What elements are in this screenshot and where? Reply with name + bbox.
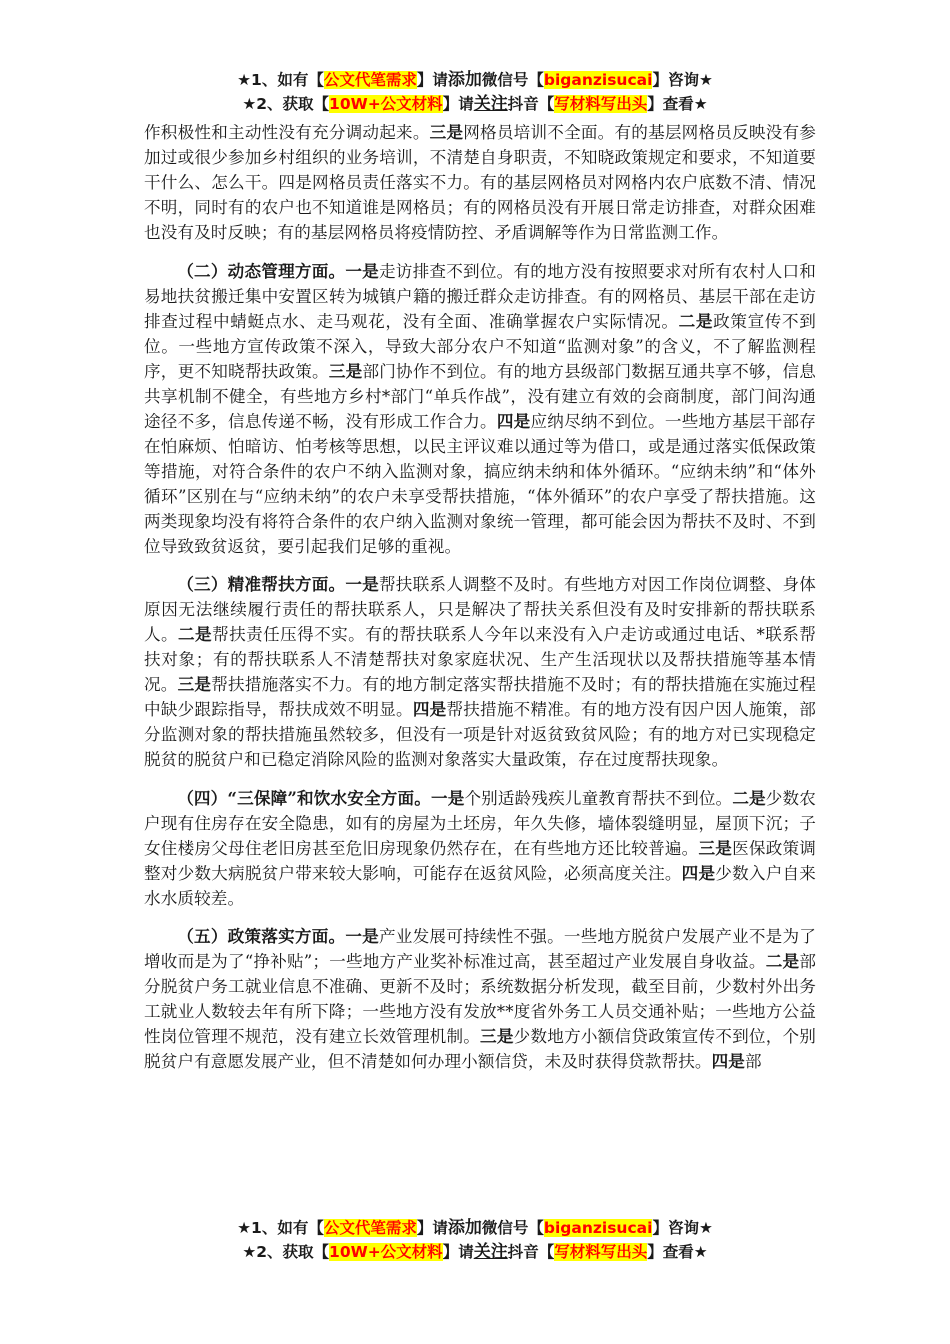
promo-line-1: ★1、如有【公文代笔需求】请添加微信号【biganzisucai】咨询★ [237, 1218, 713, 1238]
douyin-account: 写材料写出头 [554, 1243, 648, 1261]
paragraph-policy-implementation: （五）政策落实方面。一是产业发展可持续性不强。一些地方脱贫户发展产业不是为了增收而是为了“挣补贴”；一些地方产业奖补标准过高，甚至超过产业发展自身收益。二是部分脱贫户务工就业信息不准确、更新不及时；系统数据分析发现，截至目前，少数村外出务工就业人数较去年有所下降；一些地方没有发放**度省外务工人员交通补贴；一些地方公益性岗位管理不规范，没有建立长效管理机制。三是少数地方小额信贷政策宣传不到位，个别脱贫户有意愿发展产业，但不清楚如何办理小额信贷，未及时获得贷款帮扶。四是部 [144, 926, 816, 1071]
promo-line-1: ★1、如有【公文代笔需求】请添加微信号【biganzisucai】咨询★ [237, 70, 713, 90]
wechat-id: biganzisucai [543, 71, 653, 89]
highlight-text: 公文代笔需求 [323, 1219, 417, 1237]
document-body [144, 120, 816, 1212]
section-heading: （三）精准帮扶方面。 [177, 574, 346, 594]
section-heading: （二）动态管理方面。 [177, 260, 346, 281]
section-heading: （五）政策落实方面。 [177, 926, 346, 946]
douyin-account: 写材料写出头 [554, 95, 648, 113]
paragraph-dynamic-management: （二）动态管理方面。一是走访排查不到位。有的地方没有按照要求对所有农村人口和易地扶贫搬迁集中安置区转为城镇户籍的搬迁群众走访排查。有的网格员、基层干部在走访排查过程中蜻蜓点水、走马观花，没有全面、准确掌握农户实际情况。二是政策宣传不到位。一些地方宣传政策不深入，导致大部分农户不知道“监测对象”的含义，不了解监测程序，更不知晓帮扶政策。三是部门协作不到位。有的地方县级部门数据互通共享不够，信息共享机制不健全，有些地方乡村*部门“单兵作战”，没有建立有效的会商制度，部门间沟通途径不多，信息传递不畅，没有形成工作合力。四是应纳尽纳不到位。一些地方基层干部存在怕麻烦、怕暗访、怕考核等思想，以民主评议难以通过等为借口，或是通过落实低保政策等措施，对符合条件的农户不纳入监测对象，搞应纳未纳和体外循环。“应纳未纳”和“体外循环”区别在与“应纳未纳”的农户未享受帮扶措施，“体外循环”的农户享受了帮扶措施。这两类现象均没有将符合条件的农户纳入监测对象统一管理，都可能会因为帮扶不及时、不到位导致致贫返贫，要引起我们足够的重视。 [144, 260, 816, 556]
promo-banner-bottom [0, 1216, 950, 1264]
paragraph-three-guarantees: （四）“三保障”和饮水安全方面。一是个别适龄残疾儿童教育帮扶不到位。二是少数农户现有住房存在安全隐患，如有的房屋为土坯房，年久失修，墙体裂缝明显，屋顶下沉；子女住楼房父母住老旧房甚至危旧房现象仍然存在，在有些地方还比较普遍。三是医保政策调整对少数大病脱贫户带来较大影响，可能存在返贫风险，必须高度关注。四是少数入户自来水水质较差。 [144, 787, 816, 908]
paragraph-continued: 作积极性和主动性没有充分调动起来。三是网格员培训不全面。有的基层网格员反映没有参加过或很少参加乡村组织的业务培训，不清楚自身职责，不知晓政策规定和要求，不知道要干什么、怎么干。四是网格员责任落实不力。有的基层网格员对网格内农户底数不清、情况不明，同时有的农户也不知道谁是网格员；有的网格员没有开展日常走访排查，对群众困难也没有及时反映；有的基层网格员将疫情防控、矛盾调解等作为日常监测工作。 [144, 122, 816, 242]
highlight-text: 公文代笔需求 [323, 71, 417, 89]
highlight-text: 10W+公文材料 [329, 95, 443, 113]
promo-line-2: ★2、获取【10W+公文材料】请关注抖音【写材料写出头】查看★ [242, 1242, 708, 1262]
wechat-id: biganzisucai [543, 1219, 653, 1237]
paragraph-precise-assistance: （三）精准帮扶方面。一是帮扶联系人调整不及时。有些地方对因工作岗位调整、身体原因无法继续履行责任的帮扶联系人，只是解决了帮扶关系但没有及时安排新的帮扶联系人。二是帮扶责任压得不实。有的帮扶联系人今年以来没有入户走访或通过电话、*联系帮扶对象；有的帮扶联系人不清楚帮扶对象家庭状况、生产生活现状以及帮扶措施等基本情况。三是帮扶措施落实不力。有的地方制定落实帮扶措施不及时；有的帮扶措施在实施过程中缺少跟踪指导，帮扶成效不明显。四是帮扶措施不精准。有的地方没有因户因人施策，部分监测对象的帮扶措施虽然较多，但没有一项是针对返贫致贫风险；有的地方对已实现稳定脱贫的脱贫户和已稳定消除风险的监测对象落实大量政策，存在过度帮扶现象。 [144, 574, 816, 769]
promo-banner-top [0, 68, 950, 116]
section-heading: （四）“三保障”和饮水安全方面。 [177, 787, 431, 808]
promo-line-2: ★2、获取【10W+公文材料】请关注抖音【写材料写出头】查看★ [242, 94, 708, 114]
highlight-text: 10W+公文材料 [329, 1243, 443, 1261]
